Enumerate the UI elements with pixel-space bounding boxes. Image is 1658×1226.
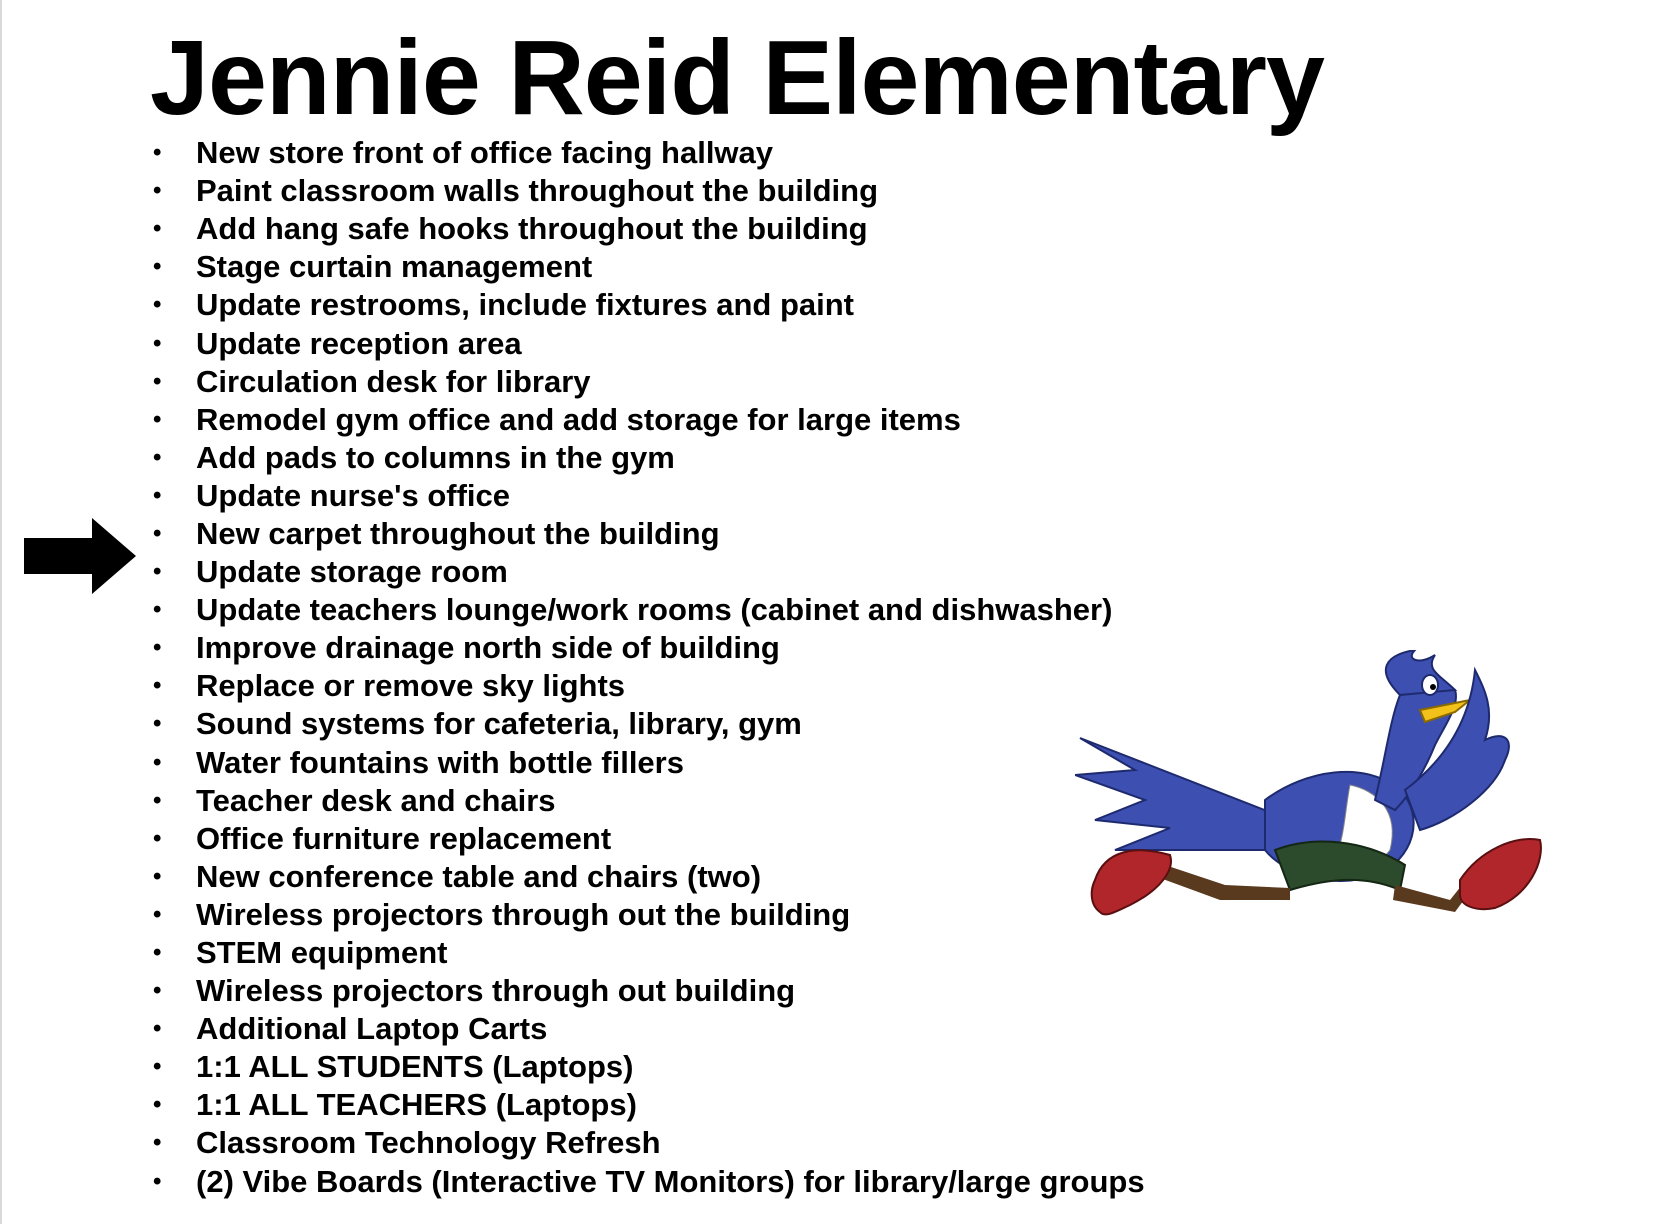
- bullet-icon: •: [153, 1129, 162, 1157]
- bullet-icon: •: [153, 177, 162, 205]
- list-item: [150, 1048, 1145, 1086]
- bullet-icon: •: [153, 481, 162, 509]
- mascot-shoe-left: [1092, 850, 1171, 914]
- mascot-eye: [1422, 675, 1438, 695]
- list-item: [150, 1010, 1145, 1048]
- bullet-icon: •: [153, 291, 162, 319]
- list-item: [150, 667, 1145, 705]
- list-item-text: Replace or remove sky lights: [196, 668, 626, 704]
- list-item: [150, 172, 1145, 210]
- list-item: [150, 210, 1145, 248]
- list-item-text: Add pads to columns in the gym: [196, 439, 675, 475]
- list-item-text: New store front of office facing hallway: [196, 135, 774, 171]
- list-item-text: New carpet throughout the building: [196, 515, 720, 551]
- list-item-text: Improve drainage north side of building: [196, 630, 780, 666]
- list-item: [150, 896, 1145, 934]
- right-arrow-icon: [24, 518, 136, 594]
- mascot-shoe-right: [1460, 839, 1541, 909]
- list-item-text: Office furniture replacement: [196, 820, 612, 856]
- bullet-icon: •: [153, 253, 162, 281]
- list-item: [150, 1086, 1145, 1124]
- list-item-text: (2) Vibe Boards (Interactive TV Monitors) for library/large groups: [196, 1163, 1145, 1199]
- list-item: [150, 515, 1145, 553]
- list-item: [150, 934, 1145, 972]
- list-item-text: Classroom Technology Refresh: [196, 1125, 661, 1161]
- list-item: [150, 401, 1145, 439]
- list-item-text: Teacher desk and chairs: [196, 782, 556, 818]
- list-item: [150, 553, 1145, 591]
- page-title: Jennie Reid Elementary: [150, 19, 1324, 137]
- bullet-icon: •: [153, 977, 162, 1005]
- list-item: [150, 591, 1145, 629]
- list-item-text: Update storage room: [196, 554, 508, 590]
- list-item: [150, 820, 1145, 858]
- list-item-text: Wireless projectors through out the building: [196, 896, 851, 932]
- bullet-icon: •: [153, 748, 162, 776]
- list-item: [150, 858, 1145, 896]
- list-item-text: Update teachers lounge/work rooms (cabinet and dishwasher): [196, 592, 1113, 628]
- list-item: [150, 439, 1145, 477]
- bullet-icon: •: [153, 367, 162, 395]
- bullet-icon: •: [153, 329, 162, 357]
- bullet-icon: •: [153, 1015, 162, 1043]
- bullet-icon: •: [153, 558, 162, 586]
- bullet-list: [150, 134, 1145, 1201]
- bullet-icon: •: [153, 1167, 162, 1195]
- list-item-text: Add hang safe hooks throughout the building: [196, 211, 868, 247]
- bullet-icon: •: [153, 862, 162, 890]
- list-item: [150, 972, 1145, 1010]
- list-item-text: Additional Laptop Carts: [196, 1011, 548, 1047]
- list-item-text: Update restrooms, include fixtures and paint: [196, 287, 855, 323]
- list-item-text: New conference table and chairs (two): [196, 858, 762, 894]
- list-item-text: 1:1 ALL TEACHERS (Laptops): [196, 1087, 637, 1123]
- bullet-icon: •: [153, 824, 162, 852]
- bullet-icon: •: [153, 405, 162, 433]
- roadrunner-mascot-icon: [1075, 650, 1545, 980]
- list-item: [150, 629, 1145, 667]
- list-item: [150, 363, 1145, 401]
- list-item-text: Stage curtain management: [196, 249, 593, 285]
- mascot-leg-left: [1160, 865, 1290, 900]
- list-item-text: STEM equipment: [196, 935, 448, 971]
- bullet-icon: •: [153, 786, 162, 814]
- bullet-icon: •: [153, 939, 162, 967]
- bullet-icon: •: [153, 634, 162, 662]
- list-item-text: Update reception area: [196, 325, 522, 361]
- bullet-icon: •: [153, 519, 162, 547]
- bullet-icon: •: [153, 1053, 162, 1081]
- list-item: [150, 705, 1145, 743]
- list-item-text: Sound systems for cafeteria, library, gym: [196, 706, 802, 742]
- list-item-text: Circulation desk for library: [196, 363, 591, 399]
- list-item-text: Remodel gym office and add storage for large items: [196, 401, 961, 437]
- list-item: [150, 477, 1145, 515]
- list-item: [150, 286, 1145, 324]
- bullet-icon: •: [153, 443, 162, 471]
- list-item-text: 1:1 ALL STUDENTS (Laptops): [196, 1049, 634, 1085]
- list-item: [150, 248, 1145, 286]
- list-item: [150, 744, 1145, 782]
- bullet-icon: •: [153, 139, 162, 167]
- list-item-text: Water fountains with bottle fillers: [196, 744, 684, 780]
- bullet-icon: •: [153, 215, 162, 243]
- list-item: [150, 324, 1145, 362]
- list-item: [150, 134, 1145, 172]
- bullet-icon: •: [153, 672, 162, 700]
- list-item: [150, 782, 1145, 820]
- list-item-text: Update nurse's office: [196, 477, 510, 513]
- bullet-icon: •: [153, 1091, 162, 1119]
- bullet-icon: •: [153, 596, 162, 624]
- list-item: [150, 1124, 1145, 1162]
- list-item-text: Paint classroom walls throughout the building: [196, 173, 879, 209]
- list-item: [150, 1163, 1145, 1201]
- bullet-icon: •: [153, 710, 162, 738]
- bullet-icon: •: [153, 900, 162, 928]
- list-item-text: Wireless projectors through out building: [196, 973, 796, 1009]
- mascot-crest: [1386, 650, 1455, 695]
